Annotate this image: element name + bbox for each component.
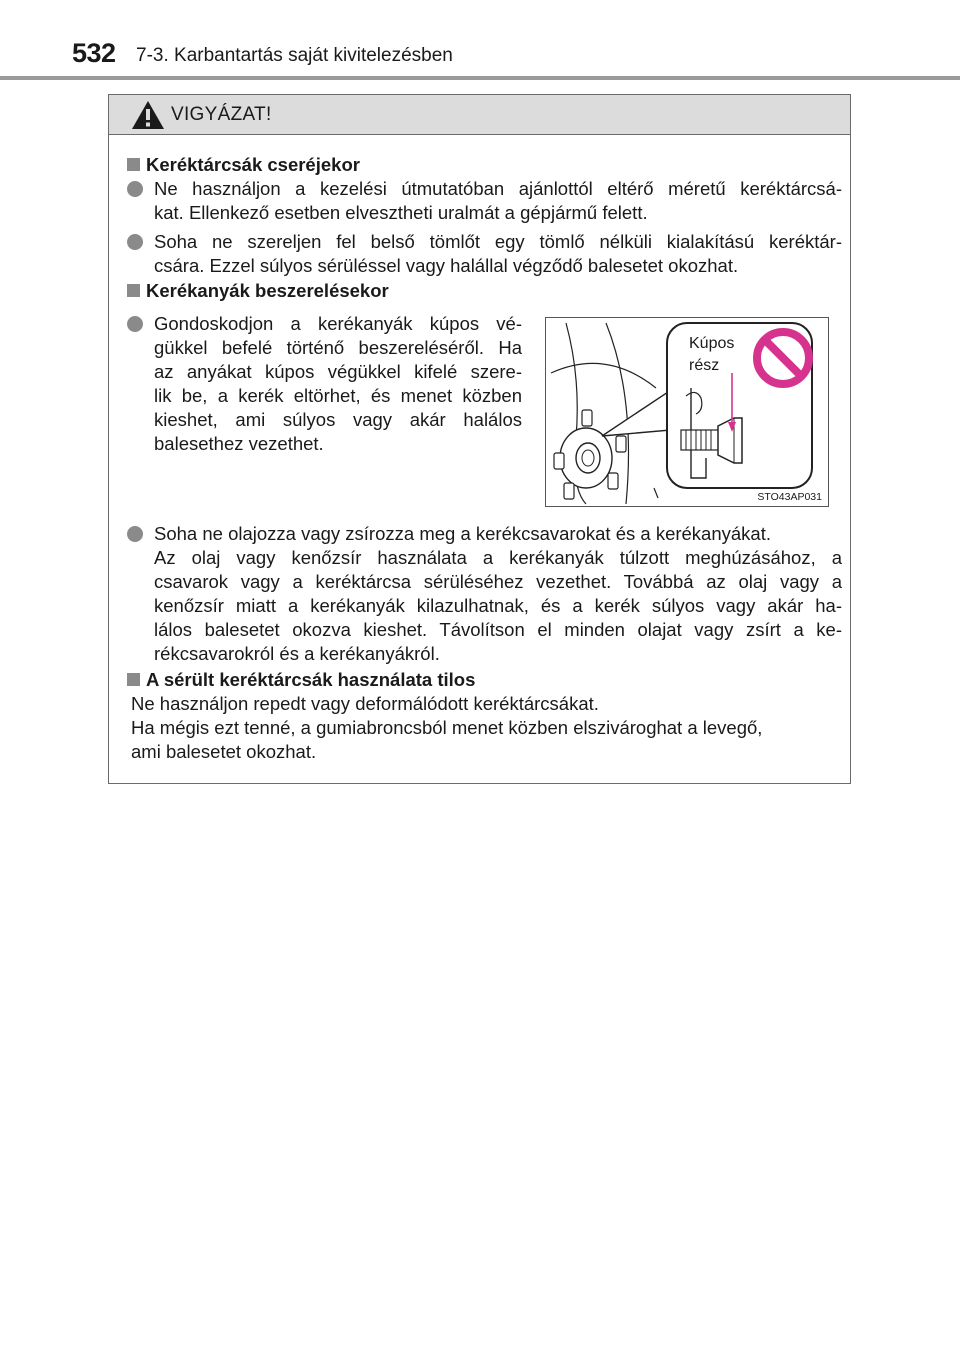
square-bullet-icon [127, 284, 140, 297]
bullet-2-2: Soha ne olajozza vagy zsírozza meg a kerékcsavarokat és a kerékanyákat. Az olaj vagy kenőzsír használata a kerékanyák túlzott meghúzásához, a csavarok vagy a keréktárcsa sérüléséhez vezethet. Továbbá az olaj vagy a kenőzsír miatt a kerékanyák kilazulhatnak, és a kerék súlyos vagy akár ha- lálos balesetet okozva kieshet. Távolítson el minden olajat vagy zsírt a ke- rékcsavarokról és a kerékanyákról. [154, 523, 842, 664]
section-heading-1: Keréktárcsák cseréjekor [127, 153, 360, 177]
figure-code: STO43AP031 [757, 491, 822, 503]
wheel-nut-figure [545, 317, 829, 507]
section-heading-2: Kerékanyák beszerelésekor [127, 279, 389, 303]
square-bullet-icon [127, 673, 140, 686]
chapter-title: 7-3. Karbantartás saját kivitelezésben [136, 45, 453, 66]
round-bullet-icon [127, 181, 143, 197]
page-number: 532 [72, 38, 116, 68]
square-bullet-icon [127, 158, 140, 171]
wheel-hub-illustration [546, 318, 827, 505]
warning-triangle-icon [131, 100, 165, 130]
header-rule [0, 76, 960, 80]
round-bullet-icon [127, 316, 143, 332]
section-heading-3: A sérült keréktárcsák használata tilos [127, 668, 475, 692]
round-bullet-icon [127, 234, 143, 250]
bullet-1-2: Soha ne szereljen fel belső tömlőt egy tömlő nélküli kialakítású keréktár- csára. Ezzel súlyos sérüléssel vagy halállal végződő balesetet okozhat. [154, 231, 842, 276]
warning-title: VIGYÁZAT! [171, 104, 272, 125]
section-3-body: Ne használjon repedt vagy deformálódott keréktárcsákat. Ha mégis ezt tenné, a gumiabroncsból menet közben elszivároghat a levegő, ami balesetet okozhat. [131, 693, 763, 762]
warning-header [109, 95, 850, 135]
bullet-1-1: Ne használjon a kezelési útmutatóban ajánlottól eltérő méretű keréktárcsá- kat. Ellenkező esetben elvesztheti uralmát a gépjármű felett. [154, 178, 842, 223]
figure-label: Kúpos rész [689, 335, 735, 374]
bullet-2-1: Gondoskodjon a kerékanyák kúpos vé- gükkel befelé történő beszereléséről. Ha az anyákat kúpos végükkel kifelé szere- lik be, a kerék eltörhet, és menet közben kieshet, ami súlyos vagy akár halálos balesethez vezethet. [154, 313, 522, 454]
round-bullet-icon [127, 526, 143, 542]
warning-box [108, 94, 851, 784]
